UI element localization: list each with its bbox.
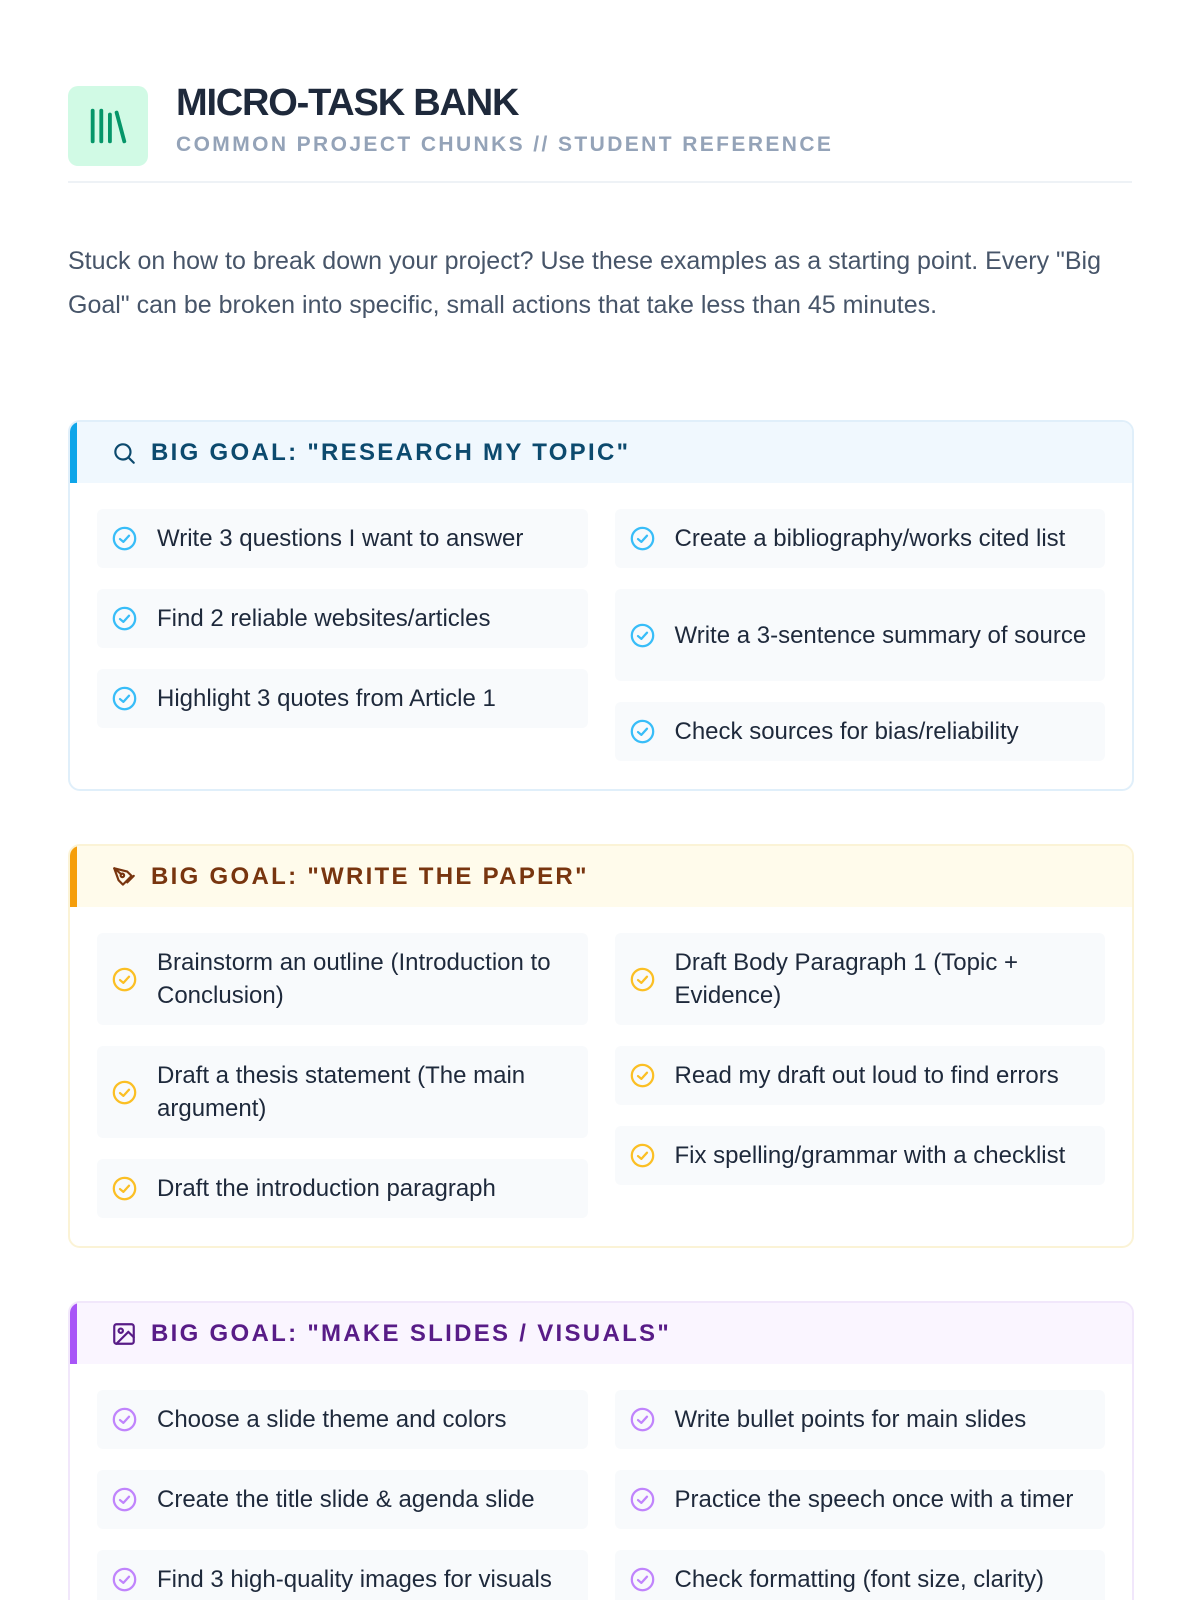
- section-slides: [68, 1301, 1134, 1600]
- section-write: [68, 844, 1134, 1248]
- task-item: Draft a thesis statement (The main argument): [97, 1046, 588, 1138]
- section-title: BIG GOAL: "MAKE SLIDES / VISUALS": [151, 1319, 672, 1347]
- section-research: [68, 420, 1134, 791]
- check-circle-icon: [111, 966, 138, 993]
- library-icon: [68, 86, 148, 166]
- pen-tool-icon: [111, 864, 137, 890]
- task-column-right: [615, 1390, 1106, 1600]
- check-circle-icon: [629, 1566, 656, 1593]
- page-header: [68, 0, 1132, 183]
- task-item: Check formatting (font size, clarity): [615, 1550, 1106, 1600]
- check-circle-icon: [629, 718, 656, 745]
- check-circle-icon: [111, 1079, 138, 1106]
- task-item: Draft the introduction paragraph: [97, 1159, 588, 1218]
- task-column-left: [97, 509, 588, 761]
- task-column-right: [615, 933, 1106, 1218]
- check-circle-icon: [111, 525, 138, 552]
- task-item: Brainstorm an outline (Introduction to Conclusion): [97, 933, 588, 1025]
- check-circle-icon: [629, 622, 656, 649]
- task-item: Write a 3-sentence summary of source: [615, 589, 1106, 681]
- task-item: Find 2 reliable websites/articles: [97, 589, 588, 648]
- task-item: Find 3 high-quality images for visuals: [97, 1550, 588, 1600]
- image-icon: [111, 1321, 137, 1347]
- check-circle-icon: [111, 1566, 138, 1593]
- task-column-left: [97, 1390, 588, 1600]
- task-item: Draft Body Paragraph 1 (Topic + Evidence): [615, 933, 1106, 1025]
- check-circle-icon: [629, 1062, 656, 1089]
- check-circle-icon: [629, 1486, 656, 1513]
- page-subtitle: COMMON PROJECT CHUNKS // STUDENT REFERENCE: [176, 133, 834, 156]
- check-circle-icon: [629, 525, 656, 552]
- section-title: BIG GOAL: "RESEARCH MY TOPIC": [151, 438, 631, 466]
- task-item: Create the title slide & agenda slide: [97, 1470, 588, 1529]
- check-circle-icon: [629, 1406, 656, 1433]
- section-research-header: [70, 422, 1132, 483]
- task-item: Choose a slide theme and colors: [97, 1390, 588, 1449]
- search-icon: [111, 440, 137, 466]
- task-item: Highlight 3 quotes from Article 1: [97, 669, 588, 728]
- section-title: BIG GOAL: "WRITE THE PAPER": [151, 862, 589, 890]
- check-circle-icon: [111, 685, 138, 712]
- check-circle-icon: [111, 605, 138, 632]
- task-item: Write bullet points for main slides: [615, 1390, 1106, 1449]
- task-item: Practice the speech once with a timer: [615, 1470, 1106, 1529]
- check-circle-icon: [111, 1486, 138, 1513]
- task-column-left: [97, 933, 588, 1218]
- task-item: Fix spelling/grammar with a checklist: [615, 1126, 1106, 1185]
- check-circle-icon: [111, 1175, 138, 1202]
- section-write-header: [70, 846, 1132, 907]
- check-circle-icon: [629, 1142, 656, 1169]
- intro-text: Stuck on how to break down your project? Use these examples as a starting point. Every "Big Goal" can be broken into specific, small actions that take less than 45 minutes.: [68, 247, 1102, 319]
- task-item: Check sources for bias/reliability: [615, 702, 1106, 761]
- task-item: Create a bibliography/works cited list: [615, 509, 1106, 568]
- task-item: Write 3 questions I want to answer: [97, 509, 588, 568]
- page-title: MICRO-TASK BANK: [176, 82, 519, 124]
- section-slides-header: [70, 1303, 1132, 1364]
- task-item: Read my draft out loud to find errors: [615, 1046, 1106, 1105]
- task-column-right: [615, 509, 1106, 761]
- check-circle-icon: [111, 1406, 138, 1433]
- check-circle-icon: [629, 966, 656, 993]
